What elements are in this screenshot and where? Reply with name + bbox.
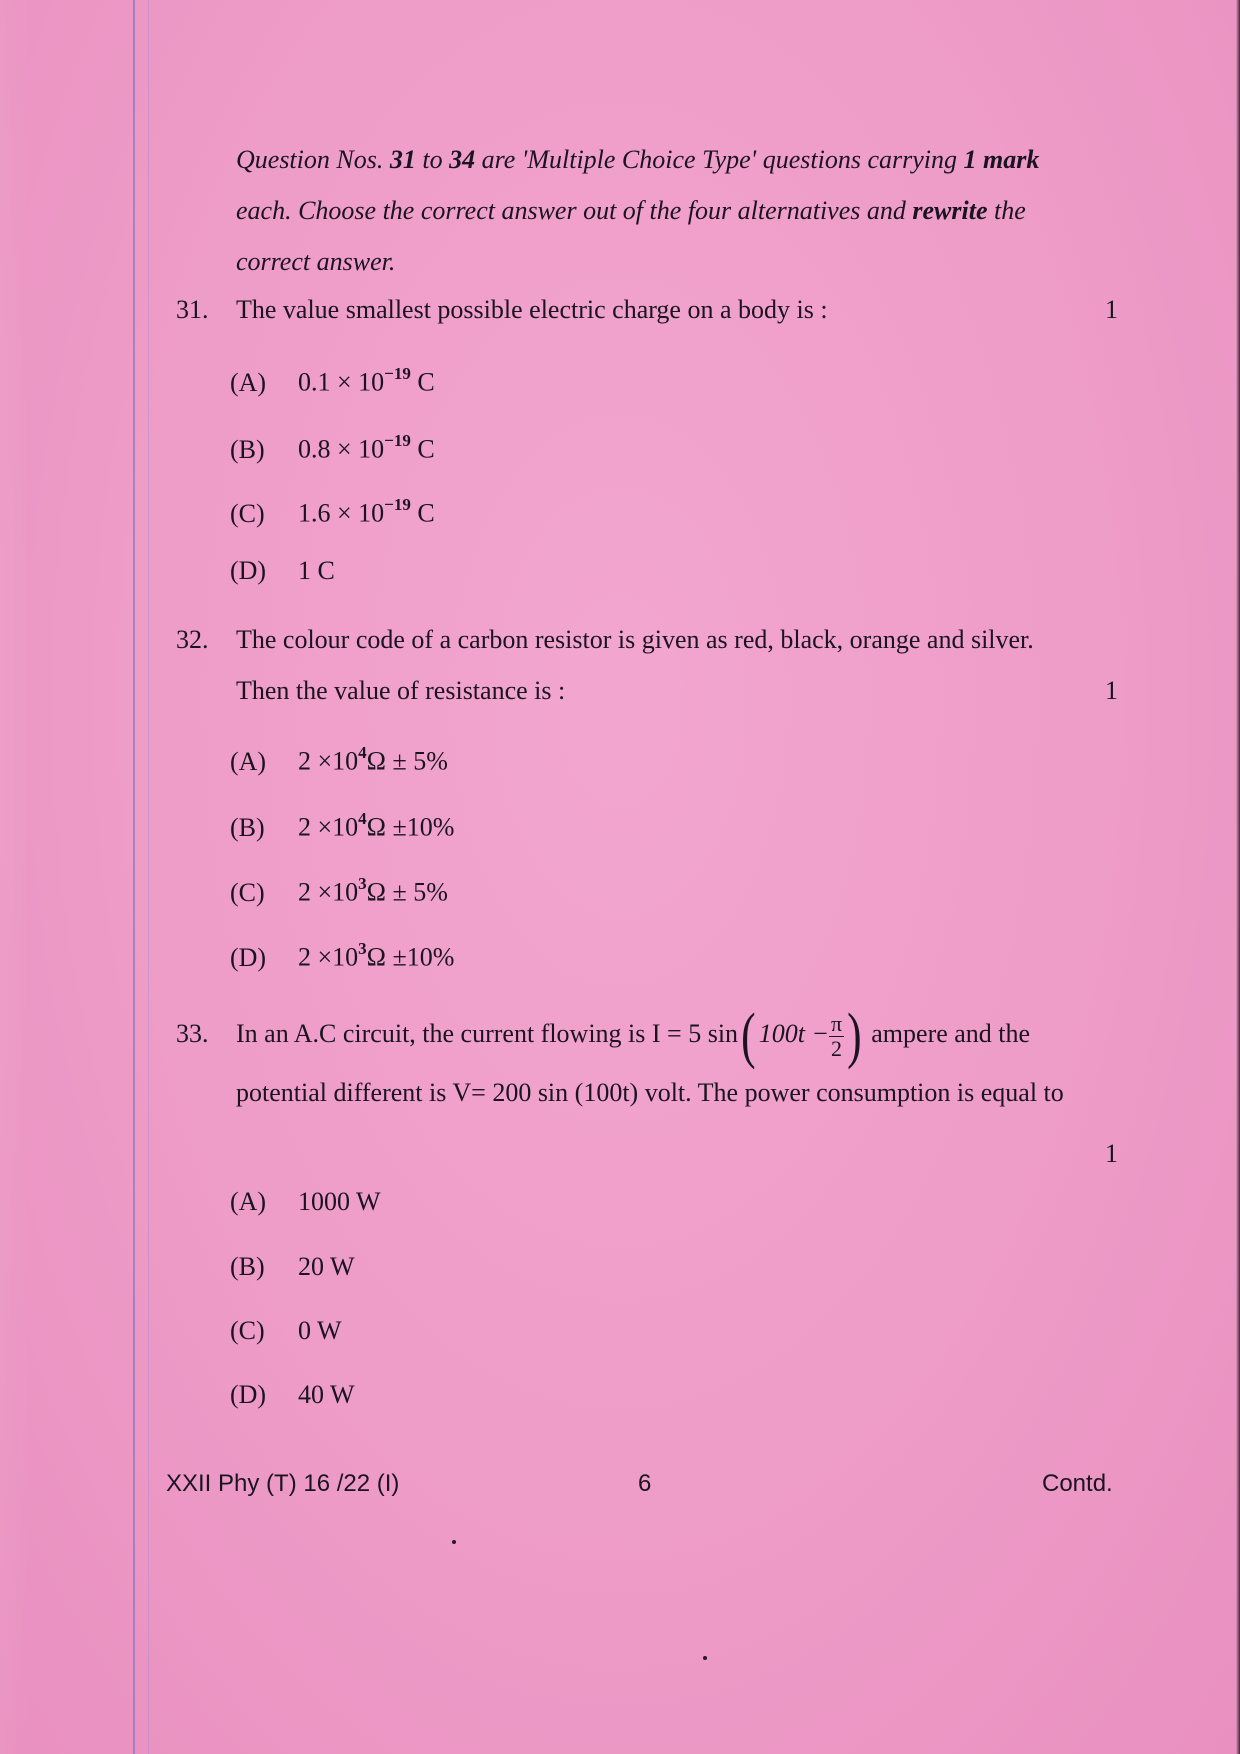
footer-page-number: 6 [638, 1470, 652, 1497]
option-31-c[interactable]: (C) $1.6 \times 10^{-19}$ C [230, 495, 435, 528]
speck [703, 1656, 707, 1660]
page-edge-shadow [1236, 0, 1240, 1754]
option-32-d[interactable]: (D) $2 \times 10^3\Omega \pm 10\%$ [230, 939, 455, 972]
question-number: 32. [176, 625, 209, 654]
footer-contd: Contd. [1042, 1470, 1113, 1497]
option-31-b[interactable]: (B) $0.8 \times 10^{-19}$ C [230, 431, 435, 464]
speck [452, 1540, 456, 1544]
question-number: 31. [176, 295, 209, 324]
question-text: The colour code of a carbon resistor is given as red, black, orange and silver. Then the value of resistance is : [236, 625, 1034, 705]
option-32-c[interactable]: (C) $2 \times 10^3\Omega \pm 5\%$ [230, 874, 448, 907]
question-33-line-1: In an A.C circuit, the current flowing is I = 5 sin( 100t − $\frac{\pi}{2}$ ) ampere and the [236, 1002, 1031, 1071]
footer-exam-code: XXII Phy (T) 16 /22 (I) [166, 1470, 400, 1497]
option-33-c[interactable]: (C) 0 W [230, 1316, 342, 1345]
question-mark: 1 [1105, 676, 1118, 705]
option-32-a[interactable]: (A) $2 \times 10^4\Omega \pm 5\%$ [230, 743, 448, 776]
question-mark: 1 [1105, 295, 1118, 324]
section-instructions [236, 134, 1116, 287]
question-number: 33. [176, 1019, 209, 1048]
option-33-d[interactable]: (D) 40 W [230, 1380, 355, 1409]
question-text: The value smallest possible electric charge on a body is : [236, 295, 828, 324]
option-33-a[interactable]: (A) 1000 W [230, 1187, 381, 1216]
question-mark: 1 [1105, 1139, 1118, 1168]
margin-line-secondary [148, 0, 149, 1754]
pi-over-2-fraction: $\frac{\pi}{2}$ [831, 1010, 843, 1061]
question-31 [176, 284, 1134, 335]
question-text: In an A.C circuit, the current flowing is I = 5 sin( 100t − $\frac{\pi}{2}$ ) ampere and the potential different is V= 200 sin (100t) volt. The power consumption is equal to [236, 1008, 1106, 1118]
paren-open: ( [741, 1002, 756, 1071]
option-31-d[interactable]: (D) 1 C [230, 556, 335, 585]
question-32 [176, 614, 1134, 705]
instructions-line-2: each. Choose the correct answer out of the four alternatives and rewrite the [236, 196, 1026, 225]
paren-close: ) [847, 1002, 862, 1071]
instructions-line-1: Question Nos. 31 to 34 are 'Multiple Choice Type' questions carrying 1 mark [236, 145, 1040, 174]
question-33 [176, 1002, 1134, 1168]
option-31-a[interactable]: (A) $0.1 \times 10^{-19}$ C [230, 364, 435, 397]
option-32-b[interactable]: (B) $2 \times 10^4\Omega \pm 10\%$ [230, 809, 455, 842]
margin-line [133, 0, 135, 1754]
instructions-line-3: correct answer. [236, 247, 396, 276]
option-33-b[interactable]: (B) 20 W [230, 1252, 355, 1281]
